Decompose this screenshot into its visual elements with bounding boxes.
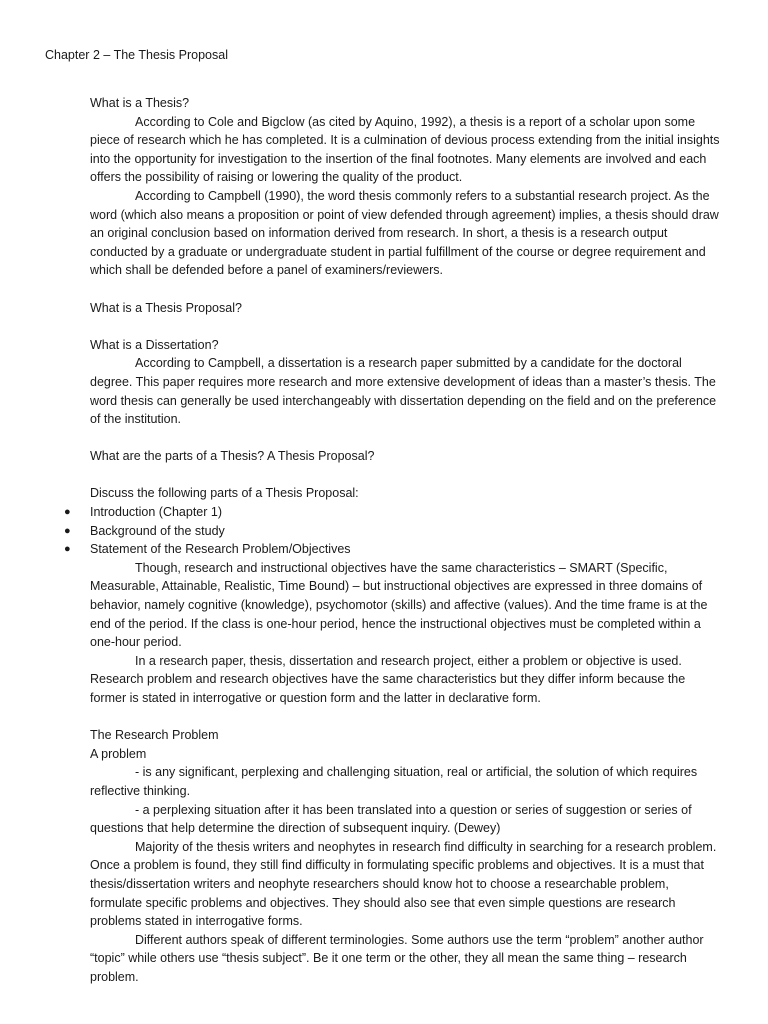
chapter-title: Chapter 2 – The Thesis Proposal: [45, 48, 228, 62]
section-heading: What is a Thesis Proposal?: [90, 300, 242, 315]
paragraph: According to Campbell, a dissertation is a research paper submitted by a candidate for the doctoral degree. This paper requires more research and more extensive development of ideas than a master’s thesis. The word thesis can generally be used interchangeably with dissertation depending on the field and on the preference of the institution.: [90, 356, 717, 427]
section-research-problem: [90, 726, 722, 986]
definition: - is any significant, perplexing and challenging situation, real or artificial, the solution of which requires reflective thinking.: [90, 765, 698, 798]
list-item-label: Introduction (Chapter 1): [90, 505, 223, 520]
section-what-is-thesis: [90, 94, 722, 280]
bullet-icon: ●: [64, 543, 71, 556]
parts-list: [64, 503, 722, 559]
list-item: [64, 540, 722, 559]
list-item-label: Background of the study: [90, 523, 225, 538]
section-heading: What is a Thesis?: [90, 96, 190, 110]
section-heading: What is a Dissertation?: [90, 337, 219, 352]
paragraph: Different authors speak of different terminologies. Some authors use the term “problem” another author “topic” while others use “thesis subject”. Be it one term or the other, they all mean the same thing – research problem.: [90, 932, 704, 984]
subheading: A problem: [90, 746, 147, 761]
blank-line: [90, 466, 722, 485]
section-heading: What are the parts of a Thesis? A Thesis Proposal?: [90, 449, 375, 464]
paragraph: Majority of the thesis writers and neophytes in research find difficulty in searching for a research problem. Once a problem is found, they still find difficulty in formulating specific problems and objectives. It is a must that thesis/dissertation writers and neophyte researchers should know hot to choose a researchable problem, formulate specific problems and objectives. They should also see that even simple questions are research problems stated in interrogative forms.: [90, 839, 717, 929]
section-heading: The Research Problem: [90, 728, 219, 743]
definition: - a perplexing situation after it has been translated into a question or series of suggestion or series of questions that help determine the direction of subsequent inquiry. (Dewey): [90, 802, 692, 836]
list-item-label: Statement of the Research Problem/Objectives: [90, 542, 351, 557]
paragraph: According to Campbell (1990), the word thesis commonly refers to a substantial research project. As the word (which also means a proposition or point of view defended through agreement) implies, a thesis should draw an original conclusion based on information derived from research. In short, a thesis is a research output conducted by a graduate or undergraduate student in partial fulfillment of the course or degree requirement and which shall be defended before a panel of examiners/reviewers.: [90, 188, 719, 278]
blank-line: [90, 708, 722, 727]
section-what-is-proposal: [90, 299, 722, 318]
paragraph: According to Cole and Bigclow (as cited by Aquino, 1992), a thesis is a report of a scholar upon some piece of research which he has completed. It is a culmination of devious process extending from the initial insights into the opportunity for investigation to the insertion of the final footnotes. Many elements are involved and each offers the possibility of raising or lowering the quality of the product.: [90, 114, 720, 185]
section-what-is-dissertation: [90, 336, 722, 429]
list-item: [64, 522, 722, 541]
paragraph: In a research paper, thesis, dissertation and research project, either a problem or objective is used. Research problem and research objectives have the same characteristics but they differ inform because the former is stated in interrogative or question form and the latter in declarative form.: [90, 653, 686, 705]
blank-line: [90, 429, 722, 448]
list-intro: Discuss the following parts of a Thesis Proposal:: [90, 486, 359, 501]
list-item: [64, 503, 722, 522]
document-body: [64, 94, 722, 987]
bullet-icon: ●: [64, 506, 71, 519]
blank-line: [90, 317, 722, 336]
paragraph: Though, research and instructional objectives have the same characteristics – SMART (Specific, Measurable, Attainable, Realistic, Time Bound) – but instructional objectives are expressed in three domains of behavior, namely cognitive (knowledge), psychomotor (skills) and affective (values). And the time frame is at the end of the period. If the class is one-hour period, hence the instructional objectives must be completed within a one-hour period.: [90, 560, 708, 650]
section-parts: [64, 447, 722, 707]
bullet-icon: ●: [64, 524, 71, 537]
blank-line: [90, 280, 722, 299]
